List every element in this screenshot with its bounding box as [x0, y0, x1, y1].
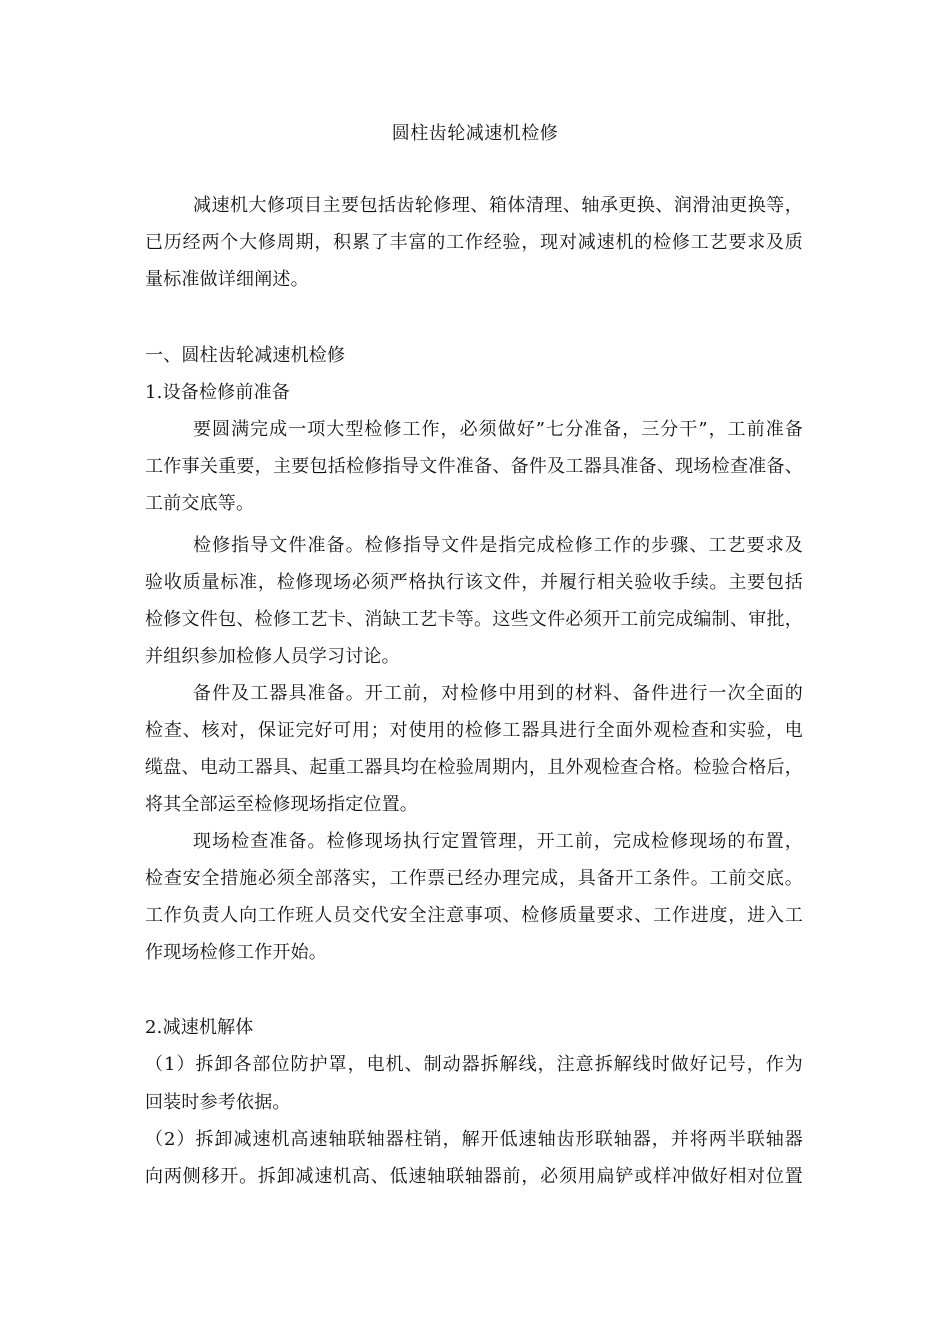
intro-line-1: 减速机大修项目主要包括齿轮修理、箱体清理、轴承更换、润滑油更换等， — [193, 195, 803, 216]
para2-line-3: 检修文件包、检修工艺卡、消缺工艺卡等。这些文件必须开工前完成编制、审批， — [145, 609, 803, 630]
para4-line-4: 作现场检修工作开始。 — [145, 942, 327, 963]
para3-line-2: 检查、核对，保证完好可用；对使用的检修工器具进行全面外观检查和实验，电 — [145, 720, 803, 741]
document-title: 圆柱齿轮减速机检修 — [391, 123, 559, 144]
para1-line-2: 工作事关重要，主要包括检修指导文件准备、备件及工器具准备、现场检查准备、 — [145, 456, 803, 477]
para4-line-1: 现场检查准备。检修现场执行定置管理，开工前，完成检修现场的布置， — [193, 831, 803, 852]
para1-line-3: 工前交底等。 — [145, 493, 255, 514]
item2-line-1: （2）拆卸减速机高速轴联轴器柱销，解开低速轴齿形联轴器，并将两半联轴器 — [145, 1129, 803, 1150]
item2-line-2: 向两侧移开。拆卸减速机高、低速轴联轴器前，必须用扁铲或样冲做好相对位置 — [145, 1166, 803, 1187]
para2-line-4: 并组织参加检修人员学习讨论。 — [145, 646, 400, 667]
para4-line-2: 检查安全措施必须全部落实，工作票已经办理完成，具备开工条件。工前交底。 — [145, 868, 803, 889]
para3-line-4: 将其全部运至检修现场指定位置。 — [145, 794, 418, 815]
item1-line-1: （1）拆卸各部位防护罩，电机、制动器拆解线，注意拆解线时做好记号，作为 — [145, 1054, 803, 1075]
section-heading: 一、圆柱齿轮减速机检修 — [145, 345, 346, 366]
para2-line-1: 检修指导文件准备。检修指导文件是指完成检修工作的步骤、工艺要求及 — [193, 535, 803, 556]
item1-line-2: 回装时参考依据。 — [145, 1092, 291, 1113]
intro-line-3: 量标准做详细阐述。 — [145, 269, 309, 290]
para4-line-3: 工作负责人向工作班人员交代安全注意事项、检修质量要求、工作进度，进入工 — [145, 905, 803, 926]
subsection-heading-1: 1.设备检修前准备 — [145, 382, 290, 403]
para3-line-1: 备件及工器具准备。开工前，对检修中用到的材料、备件进行一次全面的 — [193, 683, 803, 704]
para3-line-3: 缆盘、电动工器具、起重工器具均在检验周期内，且外观检查合格。检验合格后， — [145, 757, 803, 778]
para2-line-2: 验收质量标准，检修现场必须严格执行该文件，并履行相关验收手续。主要包括 — [145, 572, 803, 593]
intro-line-2: 已历经两个大修周期，积累了丰富的工作经验，现对减速机的检修工艺要求及质 — [145, 232, 803, 253]
subsection-heading-2: 2.减速机解体 — [145, 1017, 254, 1038]
para1-line-1: 要圆满完成一项大型检修工作，必须做好”七分准备，三分干”，工前准备 — [193, 419, 803, 440]
